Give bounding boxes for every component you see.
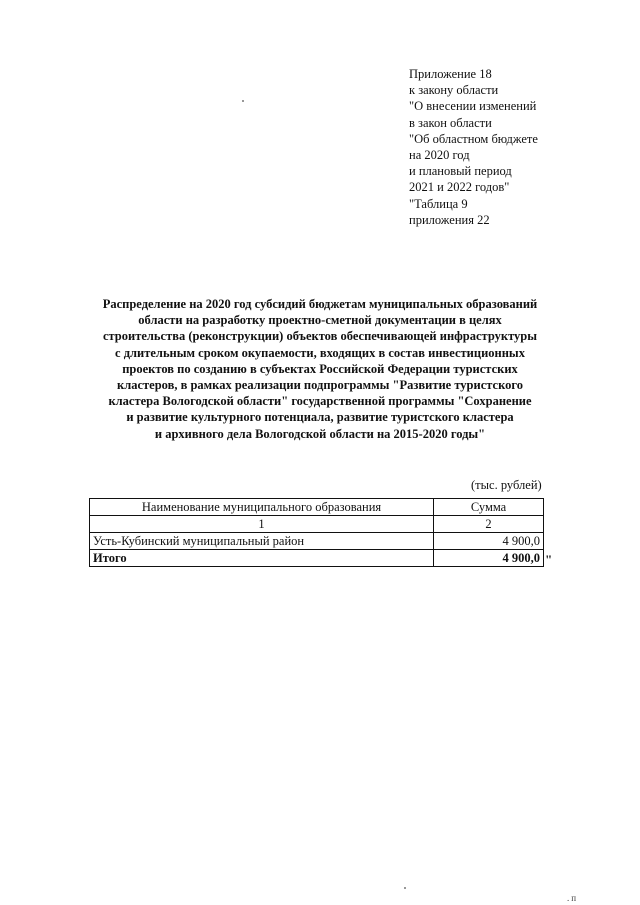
- appendix-line: приложения 22: [409, 212, 490, 227]
- appendix-line: "Об областном бюджете: [409, 131, 538, 146]
- appendix-line: "О внесении изменений: [409, 99, 537, 114]
- closing-quote: ": [545, 552, 553, 567]
- title-line: с длительным сроком окупаемости, входящих в состав инвестиционных: [115, 345, 525, 360]
- appendix-line: и плановый период: [409, 164, 512, 179]
- subsidy-table: [89, 498, 544, 567]
- municipality-sum: 4 900,0: [434, 533, 544, 550]
- total-sum: 4 900,0: [434, 550, 544, 567]
- appendix-line: в закон области: [409, 115, 492, 130]
- title-line: строительства (реконструкции) объектов обеспечивающей инфраструктуры: [102, 329, 538, 344]
- header-sum: Сумма: [434, 499, 544, 516]
- scan-speck: [242, 100, 244, 102]
- column-number: 2: [434, 516, 544, 533]
- total-label: Итого: [90, 550, 434, 567]
- municipality-name: Усть-Кубинский муниципальный район: [90, 533, 434, 550]
- title-line: и архивного дела Вологодской области на 2015-2020 годы": [154, 426, 486, 441]
- document-title: [80, 296, 560, 442]
- column-number: 1: [90, 516, 434, 533]
- title-line: кластера Вологодской области" государственной программы "Сохранение: [108, 394, 532, 409]
- appendix-line: "Таблица 9: [409, 196, 468, 211]
- scan-speck: [404, 887, 406, 889]
- header-name: Наименование муниципального образования: [90, 499, 434, 516]
- title-line: проектов по созданию в субъектах Российской Федерации туристских: [122, 361, 518, 376]
- title-line: области на разработку проектно-сметной документации в целях: [138, 313, 502, 328]
- footer-mark: .п: [567, 893, 579, 903]
- table-header-row: [90, 499, 544, 516]
- appendix-line: к закону области: [409, 83, 499, 98]
- total-row: [90, 550, 544, 567]
- appendix-note: [409, 66, 629, 228]
- table-row: [90, 533, 544, 550]
- title-line: и развитие культурного потенциала, развитие туристского кластера: [126, 410, 514, 425]
- appendix-line: 2021 и 2022 годов": [409, 180, 510, 195]
- appendix-line: на 2020 год: [409, 148, 470, 163]
- title-line: Распределение на 2020 год субсидий бюджетам муниципальных образований: [102, 297, 538, 311]
- units-label: (тыс. рублей): [471, 478, 542, 492]
- title-line: кластеров, в рамках реализации подпрограммы "Развитие туристского: [117, 378, 523, 393]
- column-number-row: [90, 516, 544, 533]
- appendix-line: Приложение 18: [409, 67, 492, 81]
